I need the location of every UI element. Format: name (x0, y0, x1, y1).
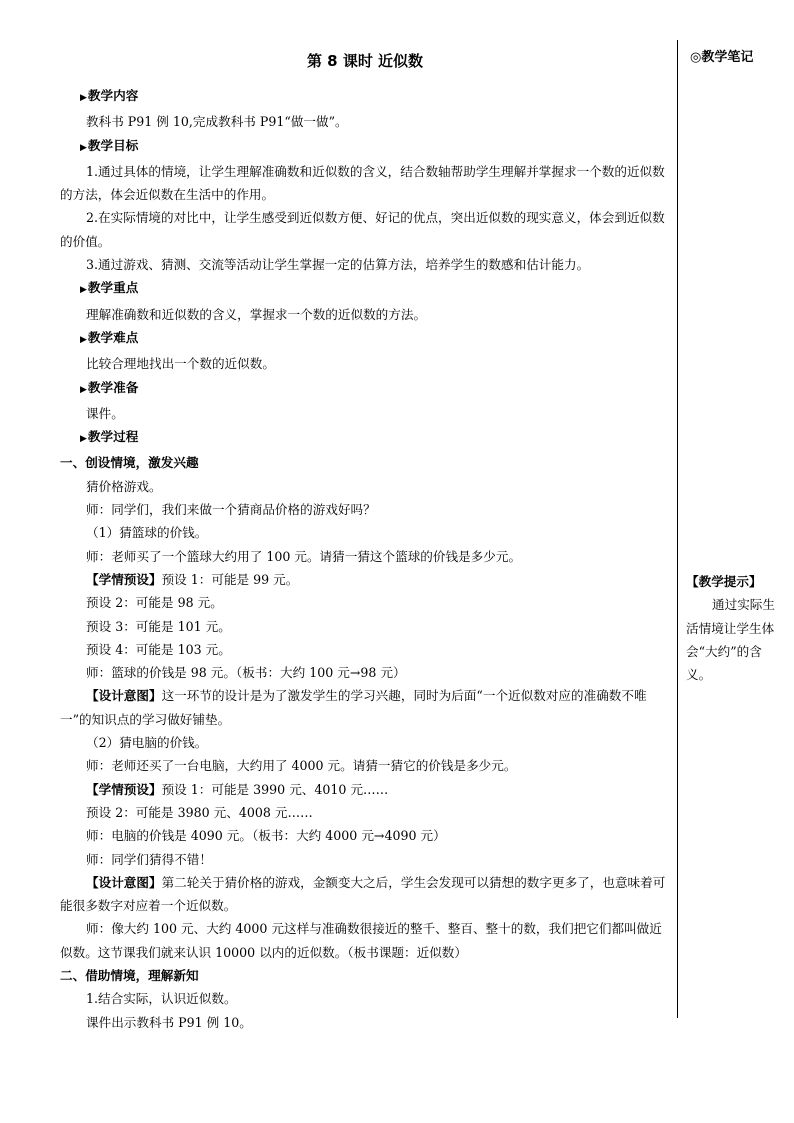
paragraph: 师：老师还买了一台电脑，大约用了 4000 元。请猜一猜它的价钱是多少元。 (86, 758, 517, 774)
lesson-title: 第 8 课时 近似数 (306, 52, 424, 70)
paragraph: 【设计意图】这一环节的设计是为了激发学生的学习兴趣，同时为后面“一个近似数对应的准确数不唯一”的知识点的学习做好铺垫。 (60, 688, 647, 727)
teaching-tip-title: 【教学提示】 (686, 574, 762, 589)
margin-divider (677, 40, 678, 1018)
teaching-tip-body: 通过实际生活情境让学生体会“大约”的含义。 (686, 597, 775, 683)
paragraph: 1.结合实际，认识近似数。 (86, 991, 237, 1007)
goal-2: 2.在实际情境的对比中，让学生感受到近似数方便、好记的优点，突出近似数的现实意义，体会到近似数的价值。 (60, 210, 665, 249)
lesson-body (60, 84, 670, 1034)
paragraph: 【设计意图】第二轮关于猜价格的游戏，金额变大之后，学生会发现可以猜想的数字更多了，也意味着可能很多数字对应着一个近似数。 (60, 874, 666, 914)
bracket-label: 【设计意图】 (86, 874, 162, 890)
paragraph: 师：同学们猜得不错！ (86, 851, 212, 867)
paragraph: （1）猜篮球的价钱。 (86, 525, 208, 541)
heading-difficulties: ▶教学难点 (80, 329, 139, 345)
section-1-heading: 一、创设情境，激发兴趣 (60, 455, 199, 471)
teaching-tip (686, 570, 786, 686)
section-2-heading: 二、借助情境，理解新知 (60, 967, 199, 983)
paragraph: 预设 2：可能是 98 元。 (86, 595, 223, 611)
triangle-bullet-icon: ▶ (80, 334, 87, 345)
teaching-notes-heading: ◎教学笔记 (690, 50, 754, 65)
paragraph: 【学情预设】预设 1：可能是 99 元。 (86, 571, 299, 587)
heading-goals: ▶教学目标 (80, 137, 139, 153)
paragraph: 【学情预设】预设 1：可能是 3990 元、4010 元…… (86, 781, 389, 797)
key-points-text: 理解准确数和近似数的含义，掌握求一个数的近似数的方法。 (86, 306, 427, 322)
triangle-bullet-icon: ▶ (80, 142, 87, 153)
preparation-text: 课件。 (86, 405, 124, 421)
paragraph: 师：电脑的价钱是 4090 元。（板书：大约 4000 元→4090 元） (86, 828, 446, 844)
paragraph: （2）猜电脑的价钱。 (86, 735, 208, 751)
paragraph: 预设 4：可能是 103 元。 (86, 641, 231, 657)
bracket-label: 【学情预设】 (86, 571, 162, 587)
difficulties-text: 比较合理地找出一个数的近似数。 (86, 356, 275, 372)
paragraph: 师：像大约 100 元、大约 4000 元这样与准确数很接近的整千、整百、整十的数，我们把它们都叫做近似数。这节课我们就来认识 10000 以内的近似数。（板书课题：近似数） (60, 921, 662, 960)
heading-process: ▶教学过程 (80, 429, 139, 445)
triangle-bullet-icon: ▶ (80, 384, 87, 395)
triangle-bullet-icon: ▶ (80, 434, 87, 445)
paragraph: 师：老师买了一个篮球大约用了 100 元。请猜一猜这个篮球的价钱是多少元。 (86, 548, 522, 564)
bracket-label: 【设计意图】 (86, 688, 162, 704)
paragraph: 课件出示教科书 P91 例 10。 (86, 1014, 252, 1030)
goal-3: 3.通过游戏、猜测、交流等活动让学生掌握一定的估算方法，培养学生的数感和估计能力。 (86, 257, 590, 273)
paragraph: 猜价格游戏。 (86, 478, 162, 494)
heading-preparation: ▶教学准备 (80, 379, 139, 395)
paragraph: 师：同学们，我们来做一个猜商品价格的游戏好吗？ (86, 502, 376, 518)
content-text: 教科书 P91 例 10,完成教科书 P91“做一做”。 (86, 114, 348, 130)
paragraph: 师：篮球的价钱是 98 元。（板书：大约 100 元→98 元） (86, 665, 406, 681)
triangle-bullet-icon: ▶ (80, 93, 87, 103)
paragraph: 预设 2：可能是 3980 元、4008 元…… (86, 804, 313, 820)
triangle-bullet-icon: ▶ (80, 285, 87, 296)
bracket-label: 【学情预设】 (86, 781, 162, 797)
heading-key-points: ▶教学重点 (80, 280, 139, 296)
heading-content: ▶教学内容 (80, 88, 139, 103)
goal-1: 1.通过具体的情境，让学生理解准确数和近似数的含义，结合数轴帮助学生理解并掌握求一个数的近似数的方法，体会近似数在生活中的作用。 (60, 163, 665, 203)
paragraph: 预设 3：可能是 101 元。 (86, 618, 231, 634)
